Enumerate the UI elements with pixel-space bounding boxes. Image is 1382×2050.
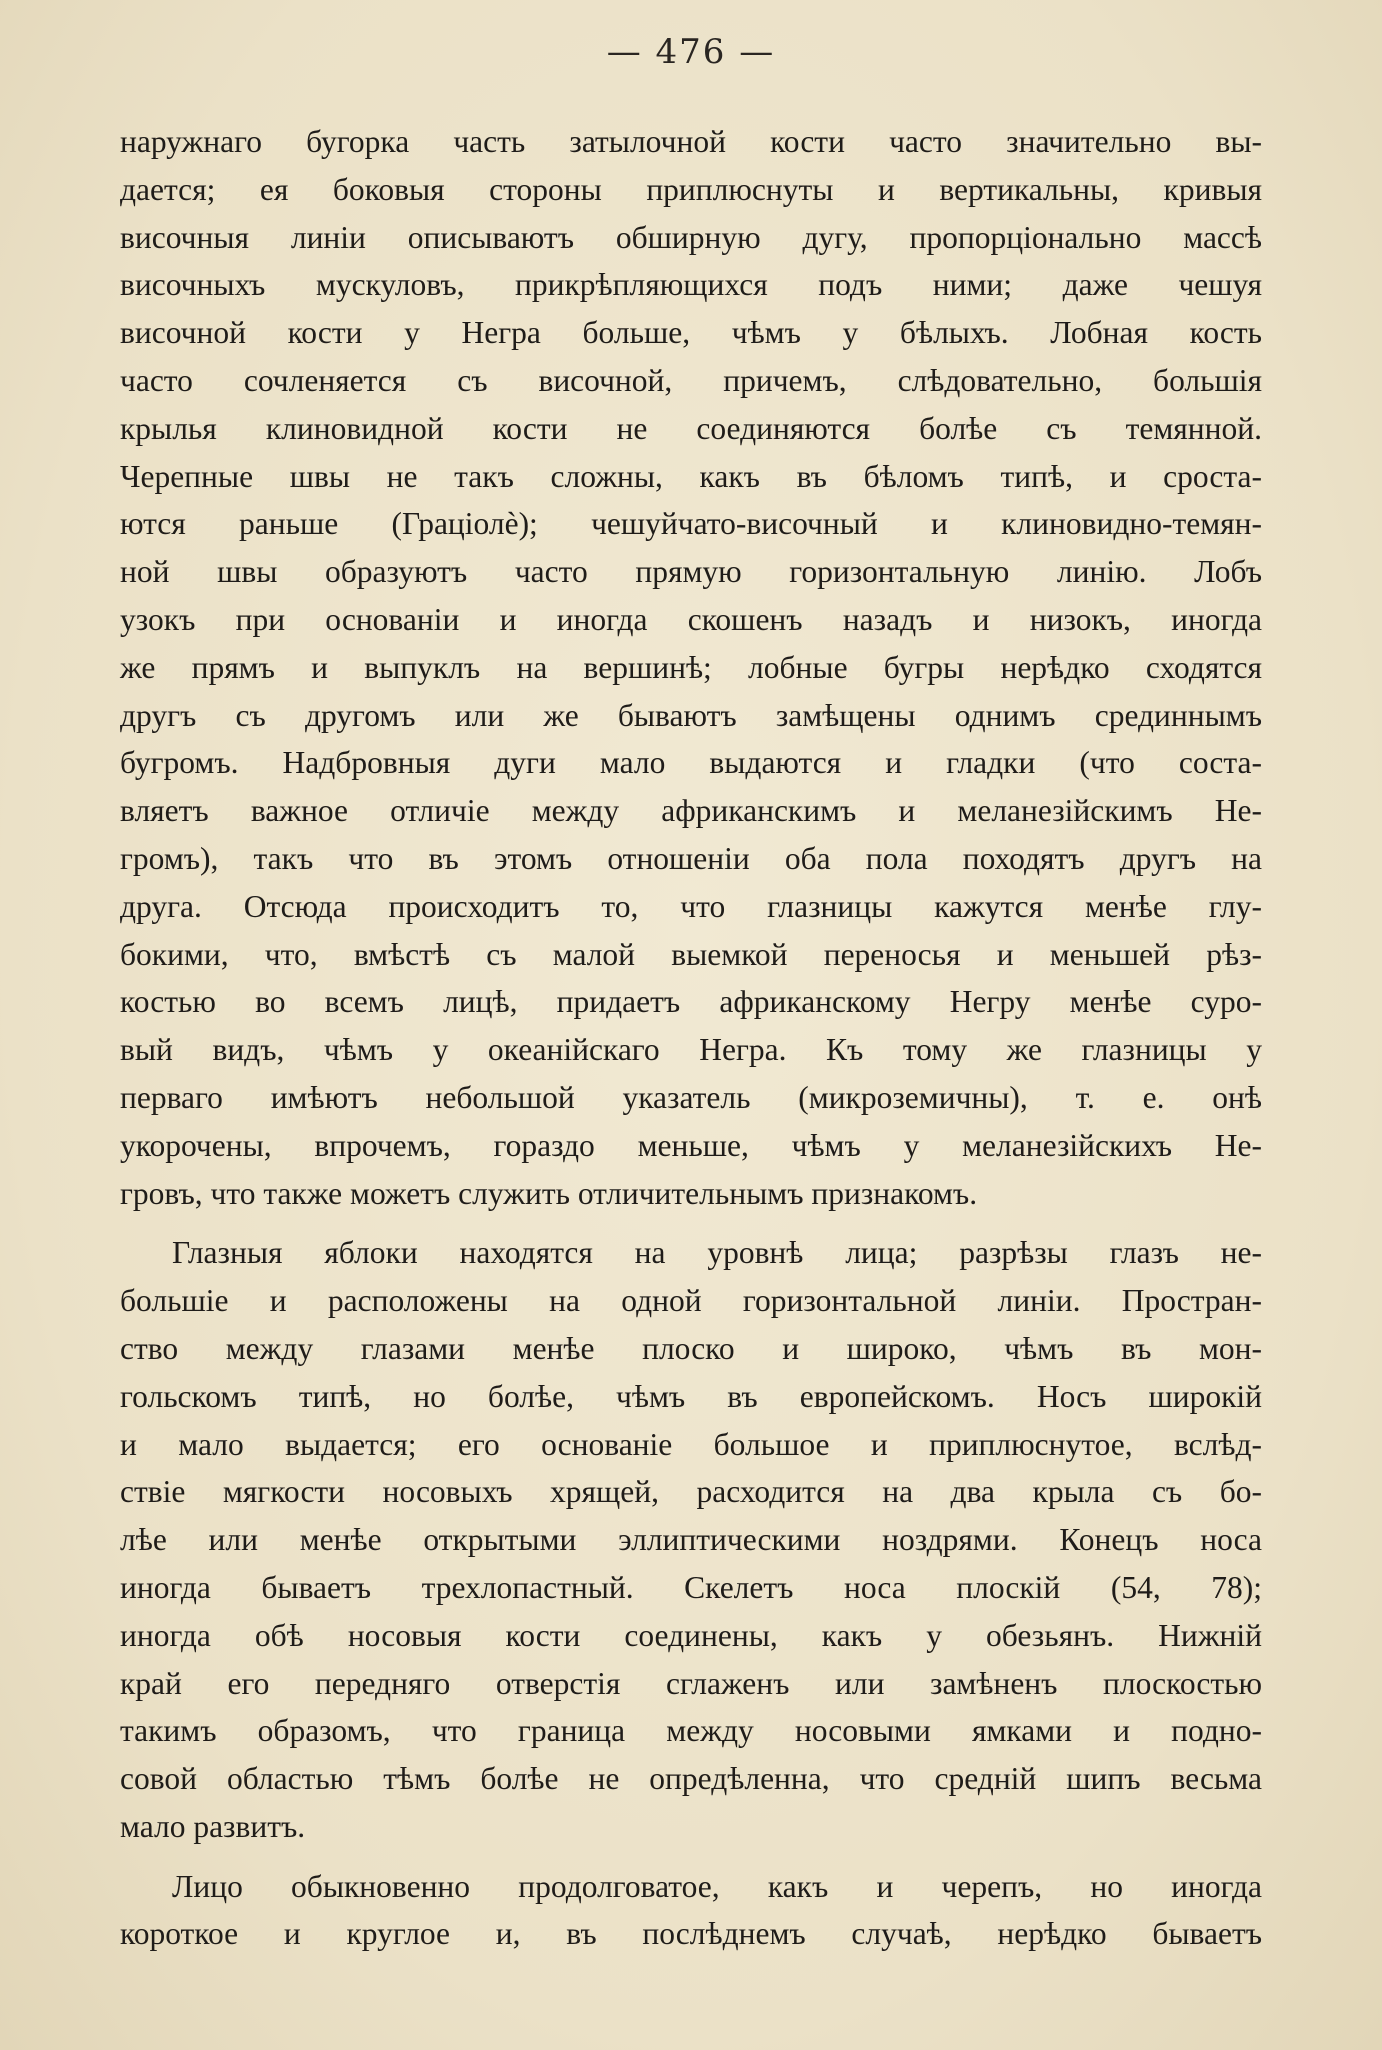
- text-line: ствіе мягкости носовыхъ хрящей, расходится на два крыла съ бо-: [120, 1474, 1262, 1510]
- text-line: вляетъ важное отличіе между африканскимъ и меланезійскимъ Не-: [120, 793, 1262, 829]
- text-line: наружнаго бугорка часть затылочной кости часто значительно вы-: [120, 124, 1262, 159]
- text-line: ство между глазами менѣе плоско и широко, чѣмъ въ мон-: [120, 1330, 1262, 1366]
- text-line: узокъ при основаніи и иногда скошенъ назадъ и низокъ, иногда: [120, 601, 1262, 637]
- text-line: перваго имѣютъ небольшой указатель (микроземичны), т. е. онѣ: [120, 1079, 1262, 1115]
- text-line: громъ), такъ что въ этомъ отношеніи оба пола походятъ другъ на: [120, 840, 1262, 876]
- text-line: височныхъ мускуловъ, прикрѣпляющихся подъ ними; даже чешуя: [120, 267, 1262, 303]
- text-line: ются раньше (Граціолè); чешуйчато-височный и клиновидно-темян-: [120, 506, 1262, 542]
- text-line: дается; ея боковыя стороны приплюснуты и вертикальны, кривыя: [120, 171, 1262, 207]
- text-line: иногда обѣ носовыя кости соединены, какъ у обезьянъ. Нижній: [120, 1617, 1262, 1653]
- paragraph-skull-features: [120, 118, 1262, 1217]
- paragraph-eyes-nose: [120, 1229, 1262, 1850]
- text-line: и мало выдается; его основаніе большое и приплюснутое, вслѣд-: [120, 1426, 1262, 1462]
- text-line: лѣе или менѣе открытыми эллиптическими ноздрями. Конецъ носа: [120, 1522, 1262, 1558]
- text-line: гольскомъ типѣ, но болѣе, чѣмъ въ европейскомъ. Носъ широкій: [120, 1378, 1262, 1414]
- text-line: Черепные швы не такъ сложны, какъ въ бѣломъ типѣ, и сроста-: [120, 458, 1262, 494]
- text-line: височной кости у Негра больше, чѣмъ у бѣлыхъ. Лобная кость: [120, 315, 1262, 351]
- text-line: ной швы образуютъ часто прямую горизонтальную линію. Лобъ: [120, 554, 1262, 590]
- text-line: гровъ, что также можетъ служить отличительнымъ признакомъ.: [120, 1175, 978, 1211]
- text-line: бокими, что, вмѣстѣ съ малой выемкой переносья и меньшей рѣз-: [120, 936, 1262, 972]
- body-text: [120, 118, 1262, 1958]
- text-line: край его передняго отверстія сглаженъ или замѣненъ плоскостью: [120, 1665, 1262, 1701]
- text-line: совой областью тѣмъ болѣе не опредѣленна, что средній шипъ весьма: [120, 1761, 1262, 1797]
- text-line: Лицо обыкновенно продолговатое, какъ и черепъ, но иногда: [172, 1868, 1262, 1904]
- text-line: бугромъ. Надбровныя дуги мало выдаются и гладки (что соста-: [120, 745, 1262, 781]
- text-line: большіе и расположены на одной горизонтальной линіи. Простран-: [120, 1283, 1262, 1319]
- text-line: другъ съ другомъ или же бываютъ замѣщены однимъ срединнымъ: [120, 697, 1262, 733]
- text-line: такимъ образомъ, что граница между носовыми ямками и подно-: [120, 1713, 1262, 1749]
- text-line: костью во всемъ лицѣ, придаетъ африканскому Негру менѣе суро-: [120, 984, 1262, 1020]
- text-line: височныя линіи описываютъ обширную дугу, пропорціонально массѣ: [120, 219, 1262, 255]
- page-number: — 476 —: [606, 32, 776, 72]
- text-line: мало развитъ.: [120, 1808, 306, 1844]
- text-line: часто сочленяется съ височной, причемъ, слѣдовательно, большія: [120, 362, 1262, 398]
- text-line: короткое и круглое и, въ послѣднемъ случаѣ, нерѣдко бываетъ: [120, 1916, 1262, 1952]
- text-line: иногда бываетъ трехлопастный. Скелетъ носа плоскій (54, 78);: [120, 1569, 1262, 1605]
- text-line: укорочены, впрочемъ, гораздо меньше, чѣмъ у меланезійскихъ Не-: [120, 1127, 1262, 1163]
- text-line: крылья клиновидной кости не соединяются болѣе съ темянной.: [120, 410, 1262, 446]
- text-line: Глазныя яблоки находятся на уровнѣ лица; разрѣзы глазъ не-: [172, 1235, 1262, 1271]
- paragraph-face: [120, 1863, 1262, 1959]
- text-line: же прямъ и выпуклъ на вершинѣ; лобные бугры нерѣдко сходятся: [120, 649, 1262, 685]
- text-line: вый видъ, чѣмъ у океанійскаго Негра. Къ тому же глазницы у: [120, 1032, 1262, 1068]
- text-line: друга. Отсюда происходитъ то, что глазницы кажутся менѣе глу-: [120, 888, 1262, 924]
